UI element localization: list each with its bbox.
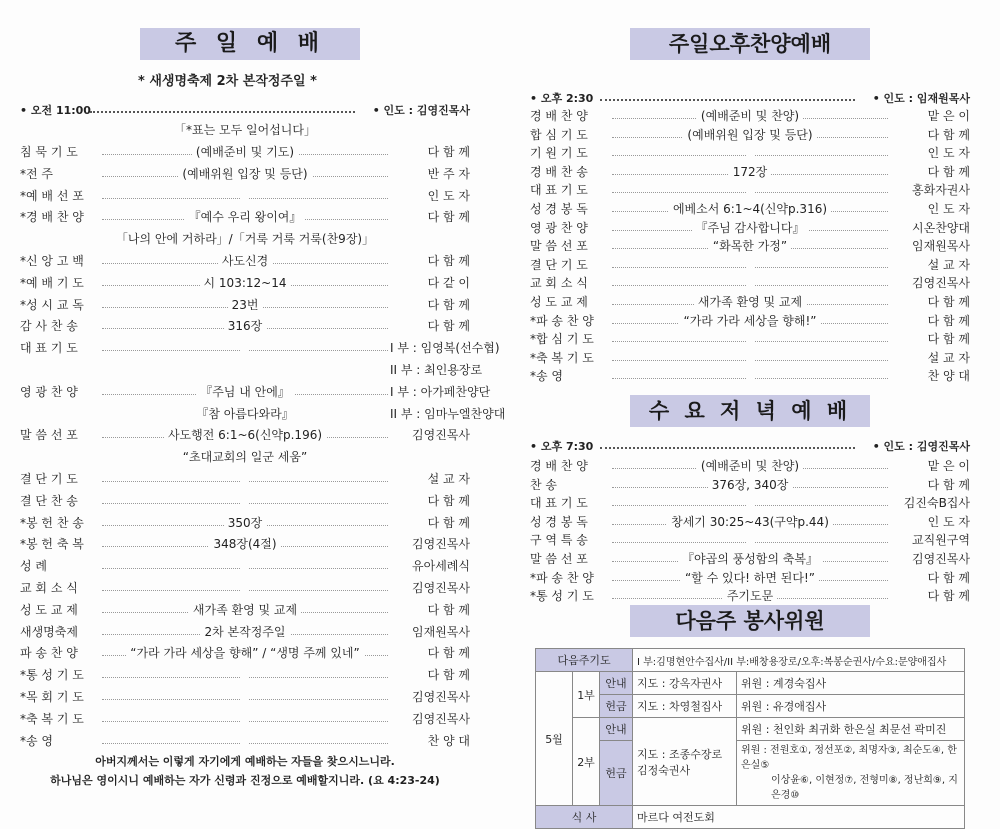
item-person: 다 함 께 <box>927 295 970 309</box>
item-label: *전 주 <box>20 166 53 181</box>
footer-line-1: 아버지께서는 이렇게 자기에게 예배하는 자들을 찾으시느니라. <box>95 755 395 768</box>
item-content <box>746 496 754 510</box>
item-label: 새생명축제 <box>20 624 78 639</box>
item-person: 다 함 께 <box>927 589 970 604</box>
item-label: 찬 송 <box>530 477 557 492</box>
afternoon-time: • 오후 2:30 <box>530 92 594 105</box>
item-label: 성 도 교 제 <box>20 602 78 617</box>
order-row <box>20 665 470 685</box>
sunday-service-column <box>20 0 506 820</box>
item-content <box>241 189 249 203</box>
item-label: 영 광 찬 양 <box>530 220 588 235</box>
item-person: 김영진목사 <box>412 690 470 704</box>
scripture-footer <box>20 752 470 790</box>
item-content: 350장 <box>224 516 267 530</box>
item-label: 결 단 기 도 <box>20 472 78 486</box>
item-person: 다 함 께 <box>427 602 470 617</box>
order-row <box>20 273 470 293</box>
item-person: 다 함 께 <box>927 164 970 179</box>
item-content <box>241 341 249 355</box>
wednesday-time-row <box>530 438 970 454</box>
item-content: 172장 <box>729 165 772 179</box>
next-week-duty-table <box>535 648 965 829</box>
item-content <box>746 369 754 383</box>
order-row <box>530 311 970 331</box>
item-content: 23번 <box>228 298 263 312</box>
p2-guide-members: 위원 : 천인화 최귀화 한은실 최문선 곽미진 <box>737 718 965 741</box>
wednesday-leader: • 인도 : 김영진목사 <box>872 440 970 453</box>
order-row <box>530 475 970 495</box>
item-label: *예 배 선 포 <box>20 188 84 203</box>
item-person: 설 교 자 <box>927 350 970 365</box>
order-row <box>20 578 470 598</box>
item-content: 「나의 안에 거하라」/「거룩 거룩 거룩(찬9장)」 <box>112 232 378 246</box>
p2-offering-label: 헌금 <box>600 741 633 806</box>
item-content: 『예수 우리 왕이여』 <box>185 210 306 224</box>
item-person: 시온찬양대 <box>912 220 970 235</box>
part1-cell: 1부 <box>573 672 600 718</box>
part2-cell: 2부 <box>573 718 600 806</box>
item-content: 『주님 감사합니다』 <box>692 221 809 235</box>
item-content <box>241 712 249 726</box>
item-content: “가라 가라 세상을 향해” / “생명 주께 있네” <box>126 646 364 660</box>
p2-offering-members-1: 위원 : 전원호①, 정선포②, 최명자③, 최순도④, 한은실⑤ <box>741 745 957 771</box>
wednesday-title-banner <box>630 395 870 427</box>
afternoon-time-row <box>530 90 970 106</box>
item-person: 다 함 께 <box>927 477 970 492</box>
p1-offering-lead: 지도 : 차영철집사 <box>633 695 737 718</box>
item-person: 다 같 이 <box>427 275 470 290</box>
order-row <box>20 142 470 162</box>
order-row <box>530 125 970 145</box>
item-person: 설 교 자 <box>427 472 470 486</box>
order-row <box>20 251 470 271</box>
item-label: *축 복 기 도 <box>530 350 594 365</box>
order-row <box>20 338 500 358</box>
afternoon-title: 주일오후찬양예배 <box>668 32 832 56</box>
order-row <box>530 549 970 569</box>
item-label: 침 묵 기 도 <box>20 145 78 159</box>
item-label: 경 배 찬 양 <box>530 109 588 123</box>
item-content: 시 103:12~14 <box>200 276 291 290</box>
item-content <box>241 581 249 595</box>
order-row <box>20 316 470 336</box>
item-content <box>746 183 754 197</box>
item-person: 다 함 께 <box>427 210 470 225</box>
item-content <box>241 734 249 748</box>
item-label: 대 표 기 도 <box>530 183 588 198</box>
item-label: *송 영 <box>20 733 53 748</box>
order-row <box>20 687 470 707</box>
wednesday-time: • 오후 7:30 <box>530 440 594 453</box>
item-content: 2차 본작정주일 <box>200 625 289 639</box>
item-person: 다 함 께 <box>927 313 970 328</box>
item-label: 영 광 찬 양 <box>20 384 78 399</box>
item-content: “가라 가라 세상을 향해!” <box>679 314 820 328</box>
order-row <box>530 292 970 312</box>
order-row <box>530 568 970 588</box>
item-person: 임재원목사 <box>912 239 970 254</box>
order-row <box>20 600 470 620</box>
item-content: (예배준비 및 기도) <box>192 145 298 159</box>
item-content: (예배위원 입장 및 등단) <box>178 167 311 181</box>
time-row <box>20 102 470 118</box>
meal-value: 마르다 여전도회 <box>633 806 965 829</box>
order-row <box>20 447 470 467</box>
order-row <box>20 207 470 227</box>
order-row <box>530 199 970 219</box>
item-person: 임재원목사 <box>412 624 470 639</box>
prayer-value: I 부:김명현안수집사/II 부:배창용장로/오후:복봉순권사/수요:문양애집사 <box>633 649 965 672</box>
order-row <box>530 586 970 606</box>
item-label: *통 성 기 도 <box>20 668 84 683</box>
order-row <box>20 643 470 663</box>
item-content <box>241 559 249 573</box>
item-label: 결 단 찬 송 <box>20 493 78 508</box>
p1-offering-members: 위원 : 유경애집사 <box>737 695 965 718</box>
order-row <box>530 180 970 200</box>
order-row <box>20 469 470 489</box>
item-content: “할 수 있다! 하면 된다!” <box>681 571 819 585</box>
order-row <box>20 534 470 554</box>
item-person: 다 함 께 <box>927 570 970 585</box>
order-row <box>20 164 470 184</box>
order-row <box>530 143 970 163</box>
service-time: • 오전 11:00 <box>20 104 91 117</box>
service-leader: • 인도 : 김영진목사 <box>372 104 470 117</box>
item-label: 성 도 교 제 <box>530 295 588 309</box>
duty-title: 다음주 봉사위원 <box>675 609 825 633</box>
afternoon-title-banner <box>630 28 870 60</box>
item-label: *성 시 교 독 <box>20 297 84 312</box>
item-person: I 부 : 임영복(선수협) <box>390 341 500 356</box>
order-row <box>530 366 970 386</box>
order-row <box>530 255 970 275</box>
item-person: 김영진목사 <box>412 428 470 443</box>
item-person: 찬 양 대 <box>427 733 470 748</box>
item-label: *송 영 <box>530 369 563 384</box>
meal-label: 식 사 <box>536 806 633 829</box>
order-row <box>20 709 470 729</box>
order-row <box>530 106 970 126</box>
item-person: 유아세례식 <box>412 559 470 574</box>
item-label: 성 경 봉 독 <box>530 202 588 216</box>
item-content <box>746 258 754 272</box>
item-label: 감 사 찬 송 <box>20 319 78 334</box>
item-person: I 부 : 아가페찬양단 <box>390 384 491 399</box>
p1-guide-lead: 지도 : 강옥자권사 <box>633 672 737 695</box>
item-content <box>241 494 249 508</box>
item-content: “초대교회의 일군 세움” <box>179 450 311 464</box>
item-content: 376장, 340장 <box>708 478 793 492</box>
item-label: 교 회 소 식 <box>530 276 588 291</box>
item-label: *목 회 기 도 <box>20 690 84 704</box>
order-row <box>20 229 470 249</box>
item-content: 사도신경 <box>218 254 272 268</box>
item-person: 인 도 자 <box>927 146 970 161</box>
footer-line-2: 하나님은 영이시니 예배하는 자가 신령과 진정으로 예배할지니라. (요 4:23-24) <box>50 774 440 787</box>
item-label: *축 복 기 도 <box>20 711 84 726</box>
item-content <box>241 363 249 377</box>
order-row <box>530 493 970 513</box>
item-label: *신 앙 고 백 <box>20 254 84 268</box>
item-label: 말 씀 선 포 <box>530 239 588 254</box>
item-content: 316장 <box>224 319 267 333</box>
item-person: 설 교 자 <box>927 257 970 272</box>
item-content: 『참 아름다와라』 <box>192 407 297 421</box>
item-content: “화목한 가정” <box>709 239 791 253</box>
item-person: 찬 양 대 <box>927 369 970 384</box>
item-person: 다 함 께 <box>427 646 470 661</box>
item-person: 다 함 께 <box>427 319 470 334</box>
title-banner <box>140 28 360 60</box>
item-person: 맡 은 이 <box>927 109 970 123</box>
item-person: 다 함 께 <box>427 297 470 312</box>
item-person: 다 함 께 <box>427 145 470 159</box>
order-row <box>20 295 470 315</box>
item-content: 348장(4절) <box>209 537 280 551</box>
p2-offering-members <box>737 741 965 806</box>
item-label: *경 배 찬 양 <box>20 210 84 225</box>
item-label: 말 씀 선 포 <box>530 552 588 566</box>
item-content <box>241 472 249 486</box>
item-person: 다 함 께 <box>427 668 470 683</box>
item-person: 다 함 께 <box>927 332 970 347</box>
item-person: 김영진목사 <box>412 537 470 552</box>
order-row <box>530 218 970 238</box>
order-row <box>20 622 470 642</box>
item-person: 김영진목사 <box>412 711 470 726</box>
item-person: 김영진목사 <box>912 276 970 291</box>
item-label: *예 배 기 도 <box>20 275 84 290</box>
item-label: 경 배 찬 송 <box>530 164 588 179</box>
order-row <box>20 360 483 380</box>
order-row <box>530 273 970 293</box>
order-row <box>530 329 970 349</box>
item-label: 구 역 특 송 <box>530 533 588 548</box>
p2-guide-label: 안내 <box>600 718 633 741</box>
order-row <box>20 513 470 533</box>
order-row <box>530 456 970 476</box>
standing-note: 「*표는 모두 일어섭니다」 <box>174 123 316 137</box>
order-row <box>530 236 970 256</box>
order-row <box>530 348 970 368</box>
item-content <box>746 533 754 547</box>
item-content: 에베소서 6:1~4(신약p.316) <box>669 202 831 216</box>
item-label: 대 표 기 도 <box>530 496 588 511</box>
item-person: 홍화자권사 <box>912 183 970 198</box>
item-person: II 부 : 임마누엘찬양대 <box>390 406 506 421</box>
p2-offering-members-2: 이상윤⑥, 이현정⑦, 전형미⑧, 정난희⑨, 지은경⑩ <box>771 775 958 801</box>
p1-offering-label: 헌금 <box>600 695 633 718</box>
prayer-label: 다음주기도 <box>536 649 633 672</box>
item-person: 인 도 자 <box>427 188 470 203</box>
item-content <box>746 351 754 365</box>
item-label: 경 배 찬 양 <box>530 459 588 473</box>
service-subtitle: * 새생명축제 2차 본작정주일 * <box>138 74 317 89</box>
afternoon-leader: • 인도 : 임재원목사 <box>872 92 970 105</box>
item-content: 사도행전 6:1~6(신약p.196) <box>164 428 326 442</box>
item-person: 다 함 께 <box>427 493 470 508</box>
item-person: 김영진목사 <box>912 552 970 566</box>
item-person: 김영진목사 <box>412 581 470 595</box>
order-row <box>20 556 470 576</box>
item-label: *파 송 찬 양 <box>530 313 594 328</box>
order-row <box>530 512 970 532</box>
item-content <box>746 276 754 290</box>
item-person: 인 도 자 <box>927 514 970 529</box>
order-row <box>530 530 970 550</box>
month-cell: 5월 <box>536 672 573 806</box>
item-person: 다 함 께 <box>427 515 470 530</box>
item-content: 새가족 환영 및 교제 <box>189 603 301 617</box>
item-label: 합 심 기 도 <box>530 127 588 142</box>
order-row <box>20 404 506 424</box>
item-content: 창세기 30:25~43(구약p.44) <box>667 515 833 529</box>
item-content: 새가족 환영 및 교제 <box>694 295 806 309</box>
item-label: *파 송 찬 양 <box>530 570 594 585</box>
item-person: 반 주 자 <box>427 166 470 181</box>
item-label: 성 례 <box>20 559 47 574</box>
duty-title-banner <box>630 605 870 637</box>
order-row <box>530 162 970 182</box>
item-content: 『주님 내 안에』 <box>196 385 294 399</box>
item-label: 대 표 기 도 <box>20 341 78 356</box>
wednesday-title: 수 요 저 녁 예 배 <box>648 399 852 423</box>
order-row <box>20 731 470 751</box>
order-row <box>20 382 491 402</box>
order-row <box>20 491 470 511</box>
item-person: 다 함 께 <box>927 127 970 142</box>
item-content: 『야곱의 풍성함의 축복』 <box>678 552 822 566</box>
item-label: 결 단 기 도 <box>530 257 588 272</box>
p2-lead: 지도 : 조종수장로 김정숙권사 <box>633 718 737 806</box>
item-person: 교직원구역 <box>912 533 970 548</box>
item-content: (예배위원 입장 및 등단) <box>683 128 816 142</box>
item-person: 다 함 께 <box>427 254 470 268</box>
p1-guide-label: 안내 <box>600 672 633 695</box>
item-content <box>241 690 249 704</box>
item-person: 인 도 자 <box>927 202 970 216</box>
item-label: *봉 헌 찬 송 <box>20 515 84 530</box>
item-label: 파 송 찬 양 <box>20 646 78 661</box>
item-content: (예배준비 및 찬양) <box>697 109 803 123</box>
order-row <box>20 186 470 206</box>
item-content: 주기도문 <box>723 589 777 603</box>
item-content <box>746 332 754 346</box>
item-content: (예배준비 및 찬양) <box>697 459 803 473</box>
item-label: *합 심 기 도 <box>530 332 594 347</box>
item-label: 성 경 봉 독 <box>530 514 588 529</box>
item-label: 말 씀 선 포 <box>20 428 78 443</box>
item-label: 기 원 기 도 <box>530 146 588 161</box>
item-label: 교 회 소 식 <box>20 581 78 595</box>
order-row <box>20 425 470 445</box>
item-person: 김진숙B집사 <box>903 496 970 511</box>
item-content <box>746 146 754 160</box>
item-content <box>241 668 249 682</box>
page-title: 주 일 예 배 <box>175 31 325 56</box>
item-person: II 부 : 최인용장로 <box>390 363 483 377</box>
p1-guide-members: 위원 : 계경숙집사 <box>737 672 965 695</box>
item-label: *통 성 기 도 <box>530 589 594 604</box>
item-person: 맡 은 이 <box>927 459 970 473</box>
item-label: *봉 헌 축 복 <box>20 537 84 552</box>
